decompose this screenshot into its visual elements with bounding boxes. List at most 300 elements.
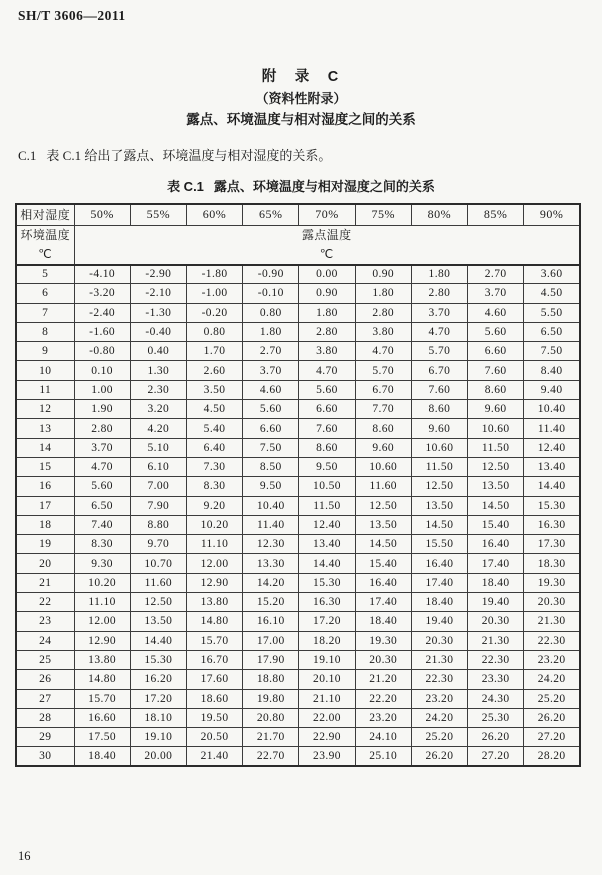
dew-point-value-cell: 18.40 — [411, 593, 467, 612]
dew-point-value-cell: 13.50 — [355, 515, 411, 534]
table-body — [16, 265, 580, 767]
dew-point-value-cell: 19.80 — [243, 689, 299, 708]
dew-point-value-cell: 4.50 — [186, 400, 242, 419]
dew-point-value-cell: 6.70 — [355, 380, 411, 399]
dew-point-value-cell: 0.80 — [186, 322, 242, 341]
dew-point-value-cell: 4.70 — [411, 322, 467, 341]
temperature-cell: 5 — [16, 265, 74, 284]
dew-point-value-cell: 27.20 — [468, 747, 524, 766]
dew-point-value-cell: 11.60 — [355, 477, 411, 496]
temperature-cell: 14 — [16, 438, 74, 457]
dew-point-value-cell: 13.50 — [468, 477, 524, 496]
dew-point-value-cell: 5.40 — [186, 419, 242, 438]
dew-point-value-cell: 7.90 — [130, 496, 186, 515]
doc-number: SH/T 3606—2011 — [18, 8, 126, 23]
temperature-cell: 21 — [16, 573, 74, 592]
dew-point-value-cell: 3.70 — [468, 284, 524, 303]
dew-point-value-cell: -1.80 — [186, 265, 242, 284]
dew-point-value-cell: 10.60 — [411, 438, 467, 457]
dew-point-value-cell: 18.40 — [468, 573, 524, 592]
dew-point-value-cell: 25.20 — [411, 728, 467, 747]
dew-point-value-cell: 15.40 — [355, 554, 411, 573]
dew-point-value-cell: 8.60 — [299, 438, 355, 457]
dew-point-value-cell: 5.60 — [468, 322, 524, 341]
dew-point-value-cell: 0.80 — [243, 303, 299, 322]
dew-point-value-cell: 20.10 — [299, 670, 355, 689]
dew-point-value-cell: 15.70 — [186, 631, 242, 650]
dew-point-value-cell: 28.20 — [524, 747, 580, 766]
dew-point-value-cell: 23.20 — [524, 650, 580, 669]
dew-point-value-cell: 16.40 — [411, 554, 467, 573]
dew-point-value-cell: 9.20 — [186, 496, 242, 515]
temperature-cell: 23 — [16, 612, 74, 631]
dew-point-value-cell: 10.50 — [299, 477, 355, 496]
temperature-cell: 9 — [16, 342, 74, 361]
temperature-cell: 24 — [16, 631, 74, 650]
dew-point-value-cell: 1.70 — [186, 342, 242, 361]
dew-point-value-cell: 10.40 — [243, 496, 299, 515]
dew-point-value-cell: 25.10 — [355, 747, 411, 766]
dew-point-value-cell: 10.20 — [74, 573, 130, 592]
dew-point-value-cell: 22.30 — [524, 631, 580, 650]
table-row — [16, 612, 580, 631]
dew-point-value-cell: -0.20 — [186, 303, 242, 322]
dew-point-value-cell: 12.90 — [186, 573, 242, 592]
dew-point-value-cell: 15.20 — [243, 593, 299, 612]
temperature-cell: 13 — [16, 419, 74, 438]
dew-point-value-cell: 12.90 — [74, 631, 130, 650]
temperature-cell: 22 — [16, 593, 74, 612]
dew-point-value-cell: 11.50 — [468, 438, 524, 457]
dew-point-value-cell: 6.10 — [130, 457, 186, 476]
dew-point-value-cell: 1.90 — [74, 400, 130, 419]
dew-point-value-cell: 12.40 — [299, 515, 355, 534]
dew-point-value-cell: 16.10 — [243, 612, 299, 631]
dew-point-value-cell: 19.40 — [468, 593, 524, 612]
appendix-title: 附 录 C — [261, 69, 341, 85]
dew-point-value-cell: 19.10 — [299, 650, 355, 669]
table-row — [16, 400, 580, 419]
dew-point-label-cell — [74, 225, 580, 265]
temperature-cell: 7 — [16, 303, 74, 322]
dew-point-value-cell: 23.20 — [411, 689, 467, 708]
dew-point-table — [15, 203, 581, 767]
temperature-cell: 19 — [16, 535, 74, 554]
dew-point-value-cell: 7.50 — [243, 438, 299, 457]
dew-point-value-cell: 12.50 — [130, 593, 186, 612]
dew-point-value-cell: 11.10 — [74, 593, 130, 612]
dew-point-value-cell: 10.20 — [186, 515, 242, 534]
dew-point-value-cell: 16.40 — [468, 535, 524, 554]
dew-point-value-cell: 5.50 — [524, 303, 580, 322]
dew-point-value-cell: 26.20 — [524, 708, 580, 727]
dew-point-value-cell: 7.60 — [411, 380, 467, 399]
ambient-temp-label-cell — [16, 225, 74, 265]
dew-point-value-cell: 6.60 — [468, 342, 524, 361]
dew-point-value-cell: 18.80 — [243, 670, 299, 689]
dew-point-value-cell: 22.20 — [355, 689, 411, 708]
table-row — [16, 573, 580, 592]
dew-point-value-cell: 17.40 — [355, 593, 411, 612]
dew-point-value-cell: 20.30 — [411, 631, 467, 650]
table-row — [16, 670, 580, 689]
dew-point-value-cell: 12.30 — [243, 535, 299, 554]
temperature-cell: 15 — [16, 457, 74, 476]
table-row — [16, 631, 580, 650]
dew-point-value-cell: 17.50 — [74, 728, 130, 747]
dew-point-value-cell: 14.40 — [130, 631, 186, 650]
table-row — [16, 438, 580, 457]
dew-point-value-cell: 4.60 — [243, 380, 299, 399]
dew-point-value-cell: 3.70 — [74, 438, 130, 457]
dew-point-value-cell: 22.30 — [468, 650, 524, 669]
dew-point-value-cell: 10.40 — [524, 400, 580, 419]
dew-point-value-cell: 17.40 — [468, 554, 524, 573]
dew-point-value-cell: 1.00 — [74, 380, 130, 399]
dew-point-value-cell: 20.80 — [243, 708, 299, 727]
dew-point-value-cell: -0.80 — [74, 342, 130, 361]
dew-point-value-cell: 4.70 — [299, 361, 355, 380]
dew-point-value-cell: 19.40 — [411, 612, 467, 631]
dew-point-value-cell: 16.30 — [524, 515, 580, 534]
dew-point-value-cell: 7.30 — [186, 457, 242, 476]
page-number: 16 — [18, 849, 31, 863]
dew-point-value-cell: 2.30 — [130, 380, 186, 399]
humidity-header-cell: 90% — [524, 204, 580, 225]
temperature-cell: 11 — [16, 380, 74, 399]
dew-point-value-cell: 9.60 — [411, 419, 467, 438]
dew-point-value-cell: 26.20 — [411, 747, 467, 766]
dew-point-value-cell: 8.30 — [186, 477, 242, 496]
temperature-cell: 6 — [16, 284, 74, 303]
dew-point-value-cell: 17.00 — [243, 631, 299, 650]
dew-point-value-cell: 12.50 — [411, 477, 467, 496]
dew-point-value-cell: 5.60 — [74, 477, 130, 496]
table-row — [16, 535, 580, 554]
dew-point-unit: ℃ — [319, 246, 334, 261]
dew-point-value-cell: 25.20 — [524, 689, 580, 708]
temperature-cell: 25 — [16, 650, 74, 669]
dew-point-value-cell: 11.50 — [411, 457, 467, 476]
dew-point-value-cell: 22.70 — [243, 747, 299, 766]
table-row — [16, 515, 580, 534]
dew-point-value-cell: 2.80 — [411, 284, 467, 303]
table-row — [16, 322, 580, 341]
temperature-cell: 30 — [16, 747, 74, 766]
dew-point-value-cell: 15.70 — [74, 689, 130, 708]
dew-point-value-cell: 17.20 — [299, 612, 355, 631]
dew-point-value-cell: 21.70 — [243, 728, 299, 747]
dew-point-value-cell: 13.50 — [130, 612, 186, 631]
dew-point-value-cell: 2.70 — [243, 342, 299, 361]
dew-point-value-cell: 24.30 — [468, 689, 524, 708]
temperature-cell: 16 — [16, 477, 74, 496]
dew-point-value-cell: 21.10 — [299, 689, 355, 708]
dew-point-value-cell: 9.70 — [130, 535, 186, 554]
dew-point-value-cell: 24.20 — [411, 708, 467, 727]
table-caption-label: 表 C.1 — [167, 179, 204, 194]
dew-point-value-cell: 22.30 — [411, 670, 467, 689]
dew-point-value-cell: 12.40 — [524, 438, 580, 457]
dew-point-value-cell: 22.90 — [299, 728, 355, 747]
units-header-row — [16, 225, 580, 265]
dew-point-value-cell: 1.80 — [411, 265, 467, 284]
table-row — [16, 284, 580, 303]
table-row — [16, 477, 580, 496]
table-row — [16, 496, 580, 515]
dew-point-value-cell: 3.70 — [243, 361, 299, 380]
dew-point-value-cell: 15.30 — [299, 573, 355, 592]
dew-point-value-cell: 8.60 — [411, 400, 467, 419]
dew-point-value-cell: 19.50 — [186, 708, 242, 727]
temperature-cell: 28 — [16, 708, 74, 727]
dew-point-value-cell: 14.80 — [74, 670, 130, 689]
dew-point-value-cell: 19.30 — [355, 631, 411, 650]
dew-point-value-cell: 14.40 — [299, 554, 355, 573]
dew-point-value-cell: 7.70 — [355, 400, 411, 419]
dew-point-value-cell: -0.10 — [243, 284, 299, 303]
table-row — [16, 747, 580, 766]
clause-label: C.1 — [18, 148, 37, 163]
dew-point-value-cell: 11.10 — [186, 535, 242, 554]
dew-point-value-cell: 11.60 — [130, 573, 186, 592]
table-row — [16, 689, 580, 708]
dew-point-value-cell: 15.30 — [130, 650, 186, 669]
dew-point-value-cell: 15.30 — [524, 496, 580, 515]
dew-point-value-cell: 16.30 — [299, 593, 355, 612]
clause-text: 表 C.1 给出了露点、环境温度与相对湿度的关系。 — [46, 148, 332, 163]
dew-point-value-cell: 3.70 — [411, 303, 467, 322]
table-row — [16, 650, 580, 669]
dew-point-value-cell: 6.60 — [243, 419, 299, 438]
dew-point-value-cell: 3.50 — [186, 380, 242, 399]
dew-point-value-cell: 4.70 — [74, 457, 130, 476]
dew-point-value-cell: 20.50 — [186, 728, 242, 747]
dew-point-value-cell: 1.80 — [243, 322, 299, 341]
dew-point-value-cell: 1.30 — [130, 361, 186, 380]
dew-point-value-cell: 7.00 — [130, 477, 186, 496]
dew-point-value-cell: 17.40 — [411, 573, 467, 592]
dew-point-value-cell: 2.80 — [74, 419, 130, 438]
dew-point-value-cell: 8.30 — [74, 535, 130, 554]
dew-point-value-cell: -0.40 — [130, 322, 186, 341]
dew-point-value-cell: 6.70 — [411, 361, 467, 380]
ambient-temp-label: 环境温度 — [20, 227, 71, 242]
temperature-cell: 20 — [16, 554, 74, 573]
dew-point-value-cell: 24.20 — [524, 670, 580, 689]
dew-point-value-cell: 6.40 — [186, 438, 242, 457]
dew-point-value-cell: 8.40 — [524, 361, 580, 380]
dew-point-value-cell: 27.20 — [524, 728, 580, 747]
humidity-header-cell: 50% — [74, 204, 130, 225]
appendix-subtitle: （资料性附录） — [255, 91, 347, 106]
dew-point-value-cell: 12.50 — [468, 457, 524, 476]
dew-point-value-cell: 10.60 — [355, 457, 411, 476]
dew-point-value-cell: 9.50 — [299, 457, 355, 476]
dew-point-value-cell: 24.10 — [355, 728, 411, 747]
dew-point-value-cell: -1.30 — [130, 303, 186, 322]
table-row — [16, 457, 580, 476]
temperature-cell: 17 — [16, 496, 74, 515]
dew-point-value-cell: 7.60 — [468, 361, 524, 380]
dew-point-value-cell: -0.90 — [243, 265, 299, 284]
dew-point-value-cell: 1.80 — [355, 284, 411, 303]
dew-point-value-cell: 18.20 — [299, 631, 355, 650]
dew-point-value-cell: 6.50 — [524, 322, 580, 341]
dew-point-value-cell: 13.50 — [411, 496, 467, 515]
table-caption — [0, 178, 602, 196]
dew-point-value-cell: 16.40 — [355, 573, 411, 592]
dew-point-value-cell: 4.60 — [468, 303, 524, 322]
table-row — [16, 380, 580, 399]
humidity-header-cell: 55% — [130, 204, 186, 225]
table-row — [16, 419, 580, 438]
dew-point-value-cell: 26.20 — [468, 728, 524, 747]
dew-point-value-cell: 0.10 — [74, 361, 130, 380]
humidity-header-cell: 85% — [468, 204, 524, 225]
dew-point-value-cell: 14.50 — [411, 515, 467, 534]
dew-point-value-cell: 19.30 — [524, 573, 580, 592]
dew-point-value-cell: 13.80 — [186, 593, 242, 612]
dew-point-value-cell: 5.60 — [243, 400, 299, 419]
dew-point-value-cell: 0.90 — [355, 265, 411, 284]
dew-point-value-cell: 15.50 — [411, 535, 467, 554]
dew-point-value-cell: 23.90 — [299, 747, 355, 766]
dew-point-value-cell: -2.90 — [130, 265, 186, 284]
dew-point-value-cell: 4.70 — [355, 342, 411, 361]
dew-point-value-cell: 12.00 — [186, 554, 242, 573]
dew-point-value-cell: 4.50 — [524, 284, 580, 303]
relative-humidity-label-cell: 相对湿度 — [16, 204, 74, 225]
dew-point-value-cell: 11.40 — [243, 515, 299, 534]
dew-point-value-cell: 17.90 — [243, 650, 299, 669]
dew-point-value-cell: 17.60 — [186, 670, 242, 689]
dew-point-value-cell: 23.20 — [355, 708, 411, 727]
dew-point-value-cell: 19.10 — [130, 728, 186, 747]
appendix-title-block — [0, 66, 602, 131]
dew-point-value-cell: 10.60 — [468, 419, 524, 438]
dew-point-value-cell: 21.30 — [468, 631, 524, 650]
dew-point-value-cell: -3.20 — [74, 284, 130, 303]
dew-point-value-cell: 21.40 — [186, 747, 242, 766]
dew-point-value-cell: 8.80 — [130, 515, 186, 534]
table-head — [16, 204, 580, 265]
dew-point-value-cell: 6.50 — [74, 496, 130, 515]
dew-point-value-cell: 2.80 — [355, 303, 411, 322]
dew-point-value-cell: 13.30 — [243, 554, 299, 573]
dew-point-value-cell: 18.10 — [130, 708, 186, 727]
dew-point-value-cell: 11.50 — [299, 496, 355, 515]
dew-point-value-cell: 8.50 — [243, 457, 299, 476]
dew-point-value-cell: 22.00 — [299, 708, 355, 727]
dew-point-value-cell: 14.40 — [524, 477, 580, 496]
dew-point-value-cell: 3.60 — [524, 265, 580, 284]
dew-point-value-cell: 20.30 — [355, 650, 411, 669]
temperature-cell: 26 — [16, 670, 74, 689]
dew-point-value-cell: 2.70 — [468, 265, 524, 284]
dew-point-value-cell: 9.40 — [524, 380, 580, 399]
dew-point-value-cell: 0.90 — [299, 284, 355, 303]
dew-point-value-cell: 13.40 — [299, 535, 355, 554]
dew-point-value-cell: 21.30 — [524, 612, 580, 631]
dew-point-value-cell: 5.70 — [411, 342, 467, 361]
dew-point-value-cell: 11.40 — [524, 419, 580, 438]
dew-point-value-cell: 14.50 — [355, 535, 411, 554]
dew-point-value-cell: 1.80 — [299, 303, 355, 322]
temperature-cell: 10 — [16, 361, 74, 380]
table-row — [16, 593, 580, 612]
dew-point-value-cell: 5.10 — [130, 438, 186, 457]
table-row — [16, 265, 580, 284]
dew-point-value-cell: 7.50 — [524, 342, 580, 361]
dew-point-value-cell: 15.40 — [468, 515, 524, 534]
dew-point-value-cell: 13.40 — [524, 457, 580, 476]
clause-c1 — [18, 147, 582, 165]
temperature-cell: 27 — [16, 689, 74, 708]
dew-point-value-cell: -2.10 — [130, 284, 186, 303]
table-row — [16, 728, 580, 747]
dew-point-value-cell: 20.30 — [524, 593, 580, 612]
appendix-heading: 露点、环境温度与相对湿度之间的关系 — [186, 112, 416, 127]
dew-point-value-cell: 9.30 — [74, 554, 130, 573]
dew-point-value-cell: 23.30 — [468, 670, 524, 689]
dew-point-value-cell: 13.80 — [74, 650, 130, 669]
dew-point-value-cell: 18.60 — [186, 689, 242, 708]
dew-point-value-cell: 17.20 — [130, 689, 186, 708]
dew-point-value-cell: 5.60 — [299, 380, 355, 399]
table-row — [16, 303, 580, 322]
dew-point-value-cell: 18.40 — [355, 612, 411, 631]
dew-point-value-cell: 9.50 — [243, 477, 299, 496]
dew-point-value-cell: 21.30 — [411, 650, 467, 669]
dew-point-value-cell: 9.60 — [355, 438, 411, 457]
dew-point-value-cell: 5.70 — [355, 361, 411, 380]
ambient-temp-unit: ℃ — [38, 246, 53, 261]
humidity-header-cell: 80% — [411, 204, 467, 225]
dew-point-value-cell: -4.10 — [74, 265, 130, 284]
dew-point-value-cell: 3.20 — [130, 400, 186, 419]
table-row — [16, 708, 580, 727]
dew-point-value-cell: 20.30 — [468, 612, 524, 631]
dew-point-value-cell: 12.50 — [355, 496, 411, 515]
table-caption-text: 露点、环境温度与相对湿度之间的关系 — [213, 179, 435, 194]
dew-point-value-cell: 4.20 — [130, 419, 186, 438]
dew-point-value-cell: 16.60 — [74, 708, 130, 727]
dew-point-value-cell: 6.60 — [299, 400, 355, 419]
humidity-header-cell: 60% — [186, 204, 242, 225]
dew-point-value-cell: 10.70 — [130, 554, 186, 573]
dew-point-value-cell: 16.20 — [130, 670, 186, 689]
temperature-cell: 12 — [16, 400, 74, 419]
humidity-header-cell: 70% — [299, 204, 355, 225]
dew-point-value-cell: 2.60 — [186, 361, 242, 380]
dew-point-value-cell: 0.00 — [299, 265, 355, 284]
dew-point-value-cell: 14.20 — [243, 573, 299, 592]
temperature-cell: 8 — [16, 322, 74, 341]
dew-point-value-cell: 0.40 — [130, 342, 186, 361]
dew-point-value-cell: 3.80 — [299, 342, 355, 361]
dew-point-value-cell: 14.80 — [186, 612, 242, 631]
dew-point-value-cell: 9.60 — [468, 400, 524, 419]
dew-point-label: 露点温度 — [301, 227, 352, 242]
dew-point-value-cell: -2.40 — [74, 303, 130, 322]
dew-point-value-cell: 7.60 — [299, 419, 355, 438]
dew-point-value-cell: 18.40 — [74, 747, 130, 766]
dew-point-value-cell: 3.80 — [355, 322, 411, 341]
humidity-header-cell: 75% — [355, 204, 411, 225]
dew-point-value-cell: 25.30 — [468, 708, 524, 727]
dew-point-value-cell: 20.00 — [130, 747, 186, 766]
